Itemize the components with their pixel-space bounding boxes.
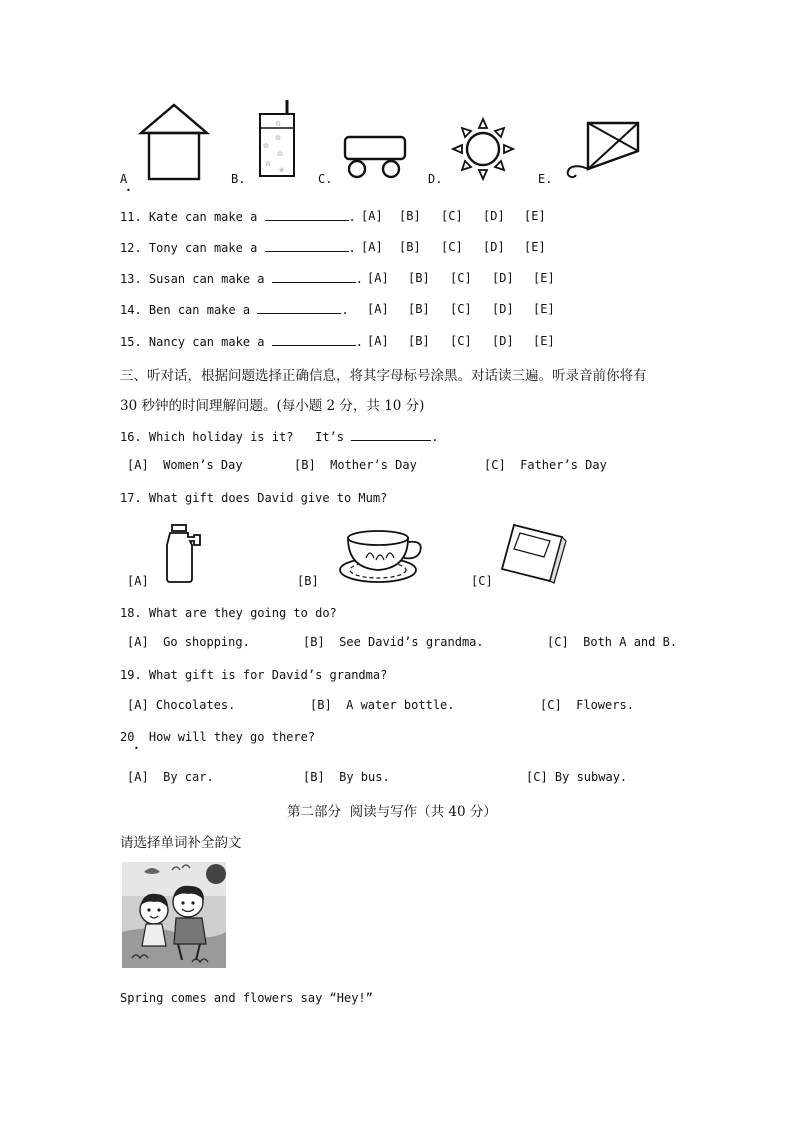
water-bottle-icon	[164, 525, 204, 583]
q17-option-b[interactable]: [B]	[297, 574, 319, 588]
question-number: 14.	[120, 303, 142, 317]
option-d[interactable]: [D]	[492, 302, 514, 316]
book-icon	[498, 523, 568, 583]
option-c[interactable]: [C]	[450, 334, 472, 348]
option-c[interactable]: [C]	[441, 240, 463, 254]
sun-icon	[451, 117, 515, 181]
picture-label-e: E.	[538, 172, 553, 186]
question-number: 17.	[120, 491, 142, 505]
question-text: Tony can make a	[148, 241, 258, 255]
q19-option-c[interactable]: [C] Flowers.	[540, 698, 634, 712]
question-row	[120, 271, 363, 286]
q16-option-a[interactable]: [A] Women’s Day	[127, 458, 243, 472]
question-17	[120, 491, 387, 505]
stray-dot: •	[126, 186, 131, 195]
question-number: 11.	[120, 210, 142, 224]
part2-title: 第二部分 阅读与写作（共 40 分）	[287, 804, 497, 820]
question-text: What gift is for David’s grandma?	[148, 668, 388, 682]
question-20	[120, 730, 315, 744]
question-text: What are they going to do?	[148, 606, 337, 620]
question-text: How will they go there?	[148, 730, 316, 744]
option-e[interactable]: [E]	[533, 334, 555, 348]
answer-blank[interactable]	[272, 271, 356, 283]
option-d[interactable]: [D]	[492, 271, 514, 285]
question-19	[120, 668, 387, 682]
option-list	[361, 240, 546, 254]
option-b[interactable]: [B]	[408, 334, 430, 348]
q16-option-b[interactable]: [B] Mother’s Day	[294, 458, 417, 472]
svg-text:☆: ☆	[277, 148, 284, 159]
option-b[interactable]: [B]	[399, 209, 421, 223]
paper-lantern-icon	[257, 100, 297, 180]
question-row	[120, 209, 356, 224]
option-b[interactable]: [B]	[408, 302, 430, 316]
picture-label-a: A	[120, 172, 128, 186]
option-a[interactable]: [A]	[367, 334, 389, 348]
answer-blank[interactable]	[351, 429, 431, 441]
question-text: Which holiday is it? It’s	[148, 430, 344, 444]
question-end: .	[355, 272, 363, 286]
question-number: 13.	[120, 272, 142, 286]
wagon-icon	[343, 135, 407, 181]
option-b[interactable]: [B]	[399, 240, 421, 254]
q18-option-a[interactable]: [A] Go shopping.	[127, 635, 250, 649]
answer-blank[interactable]	[272, 334, 356, 346]
section3-instruction-line1: 三、听对话，根据问题选择正确信息，将其字母标号涂黑。对话读三遍。听录音前你将有	[120, 368, 647, 384]
q18-option-c[interactable]: [C] Both A and B.	[547, 635, 678, 649]
question-end: .	[348, 241, 356, 255]
option-list	[367, 271, 555, 285]
question-row	[120, 302, 349, 317]
question-end: .	[348, 210, 356, 224]
q17-option-c[interactable]: [C]	[471, 574, 493, 588]
answer-blank[interactable]	[265, 209, 349, 221]
option-e[interactable]: [E]	[533, 271, 555, 285]
picture-label-c: C.	[318, 172, 333, 186]
svg-text:☆: ☆	[275, 118, 282, 129]
svg-text:☆: ☆	[265, 158, 272, 169]
option-c[interactable]: [C]	[450, 302, 472, 316]
option-a[interactable]: [A]	[367, 302, 389, 316]
option-d[interactable]: [D]	[483, 240, 505, 254]
option-c[interactable]: [C]	[450, 271, 472, 285]
q17-option-a[interactable]: [A]	[127, 574, 149, 588]
children-cartoon-illustration	[122, 862, 226, 968]
option-list	[361, 209, 546, 223]
question-16	[120, 429, 438, 444]
question-number: 15.	[120, 335, 142, 349]
option-d[interactable]: [D]	[483, 209, 505, 223]
teacup-icon	[338, 528, 428, 584]
option-a[interactable]: [A]	[361, 240, 383, 254]
picture-label-b: B.	[231, 172, 246, 186]
svg-text:☆: ☆	[275, 132, 282, 143]
answer-blank[interactable]	[265, 240, 349, 252]
question-number: 20	[120, 730, 135, 744]
option-e[interactable]: [E]	[524, 240, 546, 254]
question-row	[120, 334, 363, 349]
question-number: 18.	[120, 606, 142, 620]
question-end: .	[431, 430, 439, 444]
option-b[interactable]: [B]	[408, 271, 430, 285]
answer-blank[interactable]	[257, 302, 341, 314]
question-end: .	[341, 303, 349, 317]
question-text: What gift does David give to Mum?	[148, 491, 388, 505]
question-row	[120, 240, 356, 255]
question-number: 12.	[120, 241, 142, 255]
section3-instruction-line2: 30 秒钟的时间理解问题。(每小题 2 分，共 10 分)	[120, 398, 425, 414]
q19-option-b[interactable]: [B] A water bottle.	[310, 698, 455, 712]
stray-dot: •	[134, 744, 139, 753]
q20-option-b[interactable]: [B] By bus.	[303, 770, 390, 784]
q18-option-b[interactable]: [B] See David’s grandma.	[303, 635, 484, 649]
option-e[interactable]: [E]	[524, 209, 546, 223]
question-text: Nancy can make a	[148, 335, 265, 349]
svg-text:☆: ☆	[263, 140, 270, 151]
question-end: .	[355, 335, 363, 349]
q20-option-c[interactable]: [C] By subway.	[526, 770, 628, 784]
q19-option-a[interactable]: [A] Chocolates.	[127, 698, 236, 712]
option-a[interactable]: [A]	[367, 271, 389, 285]
option-a[interactable]: [A]	[361, 209, 383, 223]
question-text: Ben can make a	[148, 303, 251, 317]
question-number: 19.	[120, 668, 142, 682]
question-18	[120, 606, 337, 620]
option-e[interactable]: [E]	[533, 302, 555, 316]
house-icon	[139, 103, 209, 181]
part2-instruction: 请选择单词补全韵文	[120, 835, 242, 851]
question-text: Susan can make a	[148, 272, 265, 286]
kite-icon	[562, 121, 642, 183]
svg-text:☆: ☆	[279, 165, 285, 175]
q16-option-c[interactable]: [C] Father’s Day	[484, 458, 607, 472]
question-text: Kate can make a	[148, 210, 258, 224]
q20-option-a[interactable]: [A] By car.	[127, 770, 214, 784]
picture-label-d: D.	[428, 172, 443, 186]
question-number: 16.	[120, 430, 142, 444]
option-list	[367, 334, 555, 348]
option-list	[367, 302, 555, 316]
poem-line-1: Spring comes and flowers say “Hey!”	[120, 991, 373, 1005]
option-d[interactable]: [D]	[492, 334, 514, 348]
option-c[interactable]: [C]	[441, 209, 463, 223]
